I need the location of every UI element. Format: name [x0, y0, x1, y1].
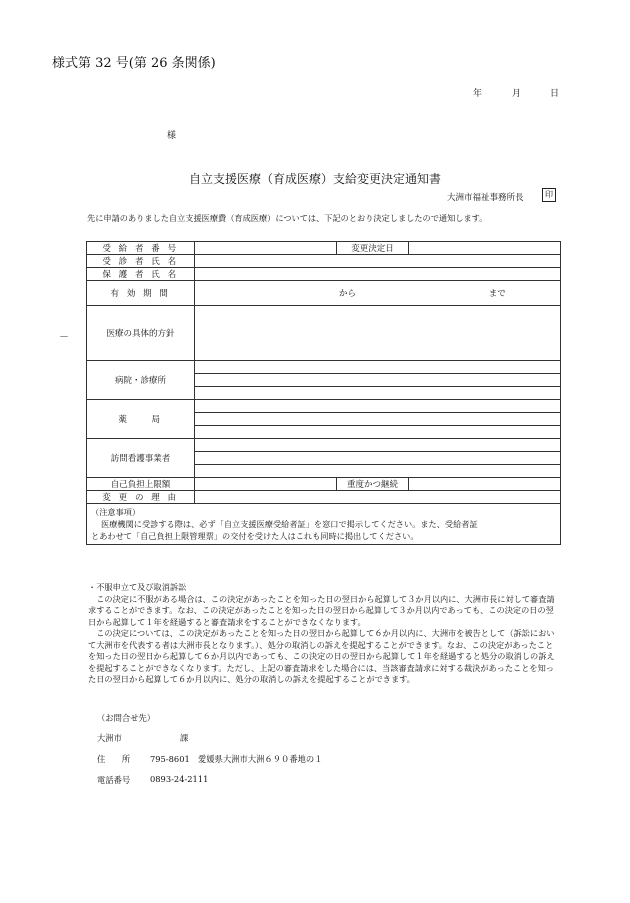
label-guardian-name: 保 護 者 氏 名 — [87, 268, 195, 281]
value-patient-name — [195, 255, 561, 268]
contact-heading: （お問合せ先） — [97, 713, 156, 723]
validity-from: から — [339, 289, 357, 299]
contact-address-label: 住 所 — [97, 754, 131, 764]
date-day: 日 — [550, 89, 560, 99]
recipient-suffix: 様 — [167, 131, 177, 141]
form-number: 様式第 32 号(第 26 条関係) — [52, 56, 216, 71]
appeal-paragraph-1: この決定に不服がある場合は、この決定があったことを知った日の翌日から起算して３か月以内に、大洲市長に対して審査請求することができます。なお、この決定があったことを知った日の翌日から起算して３か月以内であっても、この決定の日の翌日から起算して１年を経過すると審査請求をすることができなくなります。 — [88, 593, 555, 627]
value-nursing-1 — [195, 439, 561, 452]
label-copay-limit: 自己負担上限額 — [87, 478, 195, 491]
validity-to: まで — [488, 289, 506, 299]
notes-heading: （注意事項） — [91, 507, 141, 517]
decision-table — [86, 241, 561, 545]
issuer: 大洲市福祉事務所長 — [447, 193, 524, 203]
value-policy — [195, 306, 561, 361]
value-hospital-3 — [195, 387, 561, 400]
value-nursing-2 — [195, 452, 561, 465]
value-hospital-1 — [195, 361, 561, 374]
date-year: 年 — [473, 89, 483, 99]
value-change-date — [409, 242, 561, 255]
value-nursing-3 — [195, 465, 561, 478]
value-hospital-2 — [195, 374, 561, 387]
label-pharmacy: 薬 局 — [87, 400, 195, 439]
intro-text: 先に申請のありました自立支援医療費（育成医療）については、下記のとおり決定しましたので通知します。 — [87, 213, 488, 223]
label-severe: 重度かつ継続 — [337, 478, 409, 491]
notes-line-2: とあわせて「自己負担上限管理票」の交付を受けた人はこれも同時に掲出してください。 — [91, 531, 419, 541]
contact-dept-suffix: 課 — [180, 733, 189, 743]
value-copay-limit — [195, 478, 337, 491]
label-recipient-no: 受 給 者 番 号 — [87, 242, 195, 255]
date-month: 月 — [512, 89, 522, 99]
value-guardian-name — [195, 268, 561, 281]
contact-dept-city: 大洲市 — [97, 733, 122, 743]
notes-cell — [87, 504, 561, 545]
appeal-paragraph-2: この決定については、この決定があったことを知った日の翌日から起算して６か月以内に、大洲市を被告として（訴訟において大洲市を代表する者は大洲市長となります。）、処分の取消しの訴えを提起することができます。なお、この決定があったことを知った日の翌日から起算して６か月以内であっても、この決定の日の翌日から起算して１年を経過すると処分の取消しの訴えを提起することができなくなります。ただし、上記の審査請求をした場合には、当該審査請求に対する裁決があったことを知った日の翌日から起算して６か月以内に、処分の取消しの訴えを提起することができます。 — [88, 628, 555, 684]
label-policy: 医療の具体的方針 — [87, 306, 195, 361]
contact-address: 795-8601 愛媛県大洲市大洲６９０番地の１ — [150, 754, 323, 764]
value-pharmacy-1 — [195, 400, 561, 413]
label-patient-name: 受 診 者 氏 名 — [87, 255, 195, 268]
label-reason: 変 更 の 理 由 — [87, 491, 195, 504]
value-reason — [195, 491, 561, 504]
label-change-date: 変更決定日 — [337, 242, 409, 255]
contact-phone: 0893-24-2111 — [150, 774, 209, 784]
value-pharmacy-3 — [195, 426, 561, 439]
label-hospital: 病院・診療所 — [87, 361, 195, 400]
value-severe — [409, 478, 561, 491]
margin-mark: － — [59, 332, 69, 343]
label-validity: 有 効 期 間 — [87, 281, 195, 306]
value-validity — [195, 281, 561, 306]
appeal-heading: ・不服申立て及び取消訴訟 — [88, 582, 187, 592]
value-recipient-no — [195, 242, 337, 255]
contact-phone-label: 電話番号 — [97, 775, 131, 785]
value-pharmacy-2 — [195, 413, 561, 426]
seal-box: 印 — [542, 188, 556, 202]
appeal-section — [88, 582, 560, 686]
document-title: 自立支援医療（育成医療）支給変更決定通知書 — [188, 172, 441, 186]
notes-line-1: 医療機関に受診する際は、必ず「自立支援医療受給者証」を窓口で掲示してください。また、受給者証 — [101, 519, 478, 529]
label-nursing: 訪問看護事業者 — [87, 439, 195, 478]
